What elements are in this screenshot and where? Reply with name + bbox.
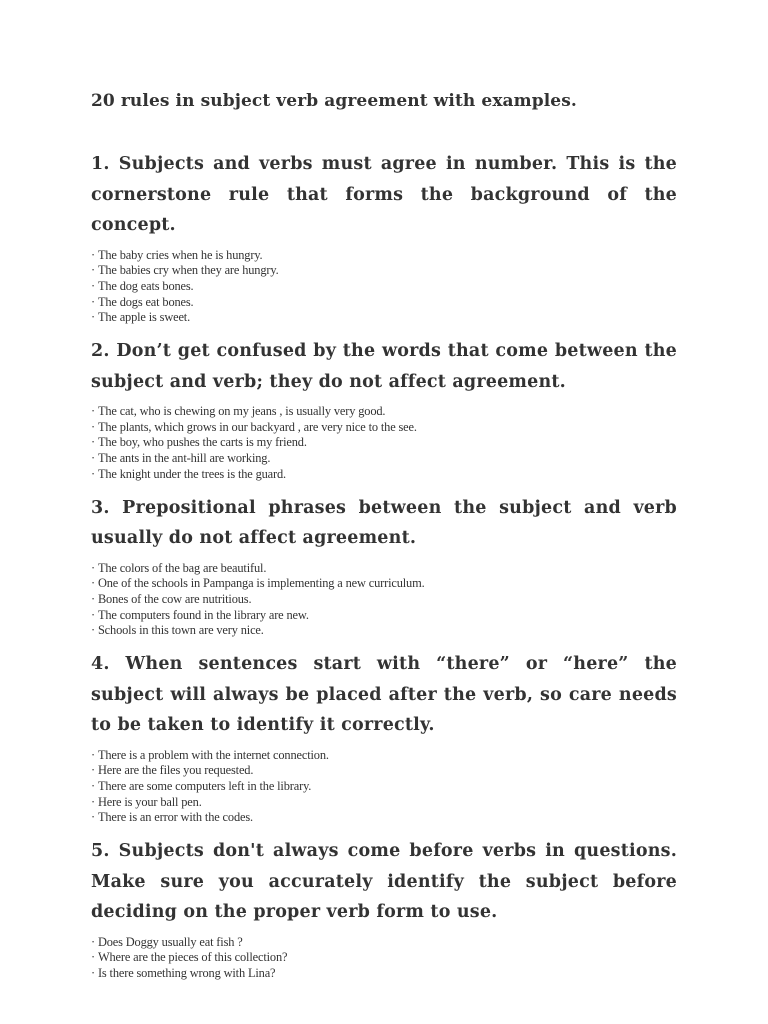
example-item: · The computers found in the library are new.	[91, 608, 677, 624]
example-item: · There is an error with the codes.	[91, 810, 677, 826]
document-title: 20 rules in subject verb agreement with examples.	[91, 91, 577, 111]
rule-heading: 4. When sentences start with “there” or “here” the subject will always be placed after the verb, so care needs to be taken to identify it correctly.	[91, 654, 677, 736]
example-item: · Does Doggy usually eat fish ?	[91, 935, 677, 951]
example-item: · Here are the files you requested.	[91, 763, 677, 779]
example-item: · The knight under the trees is the guard.	[91, 467, 677, 483]
example-item: · There is a problem with the internet connection.	[91, 748, 677, 764]
example-item: · Is there something wrong with Lina?	[91, 966, 677, 982]
example-item: · The baby cries when he is hungry.	[91, 248, 677, 264]
example-item: · The dogs eat bones.	[91, 295, 677, 311]
example-item: · The colors of the bag are beautiful.	[91, 561, 677, 577]
example-item: · Where are the pieces of this collection?	[91, 950, 677, 966]
example-item: · The dog eats bones.	[91, 279, 677, 295]
rule-2	[91, 336, 677, 483]
rule-heading: 5. Subjects don't always come before verbs in questions. Make sure you accurately identify the subject before deciding on the proper verb form to use.	[91, 841, 677, 923]
example-item: · The apple is sweet.	[91, 310, 677, 326]
example-item: · Schools in this town are very nice.	[91, 623, 677, 639]
example-item: · The boy, who pushes the carts is my friend.	[91, 435, 677, 451]
rule-3	[91, 493, 677, 640]
example-item: · The cat, who is chewing on my jeans , is usually very good.	[91, 404, 677, 420]
rule-heading: 3. Prepositional phrases between the subject and verb usually do not affect agreement.	[91, 497, 677, 549]
example-item: · There are some computers left in the library.	[91, 779, 677, 795]
rule-heading: 1. Subjects and verbs must agree in number. This is the cornerstone rule that forms the background of the concept.	[91, 154, 677, 235]
example-item: · The ants in the ant-hill are working.	[91, 451, 677, 467]
example-item: · Here is your ball pen.	[91, 795, 677, 811]
rule-1	[91, 149, 677, 326]
example-list	[91, 404, 677, 483]
example-list	[91, 935, 677, 982]
rule-4	[91, 649, 677, 826]
example-item: · One of the schools in Pampanga is implementing a new curriculum.	[91, 576, 677, 592]
example-list	[91, 248, 677, 327]
example-item: · The plants, which grows in our backyard , are very nice to the see.	[91, 420, 677, 436]
example-list	[91, 561, 677, 640]
example-list	[91, 748, 677, 827]
example-item: · The babies cry when they are hungry.	[91, 263, 677, 279]
rule-heading: 2. Don’t get confused by the words that come between the subject and verb; they do not affect agreement.	[91, 341, 677, 392]
example-item: · Bones of the cow are nutritious.	[91, 592, 677, 608]
rule-5	[91, 836, 677, 982]
